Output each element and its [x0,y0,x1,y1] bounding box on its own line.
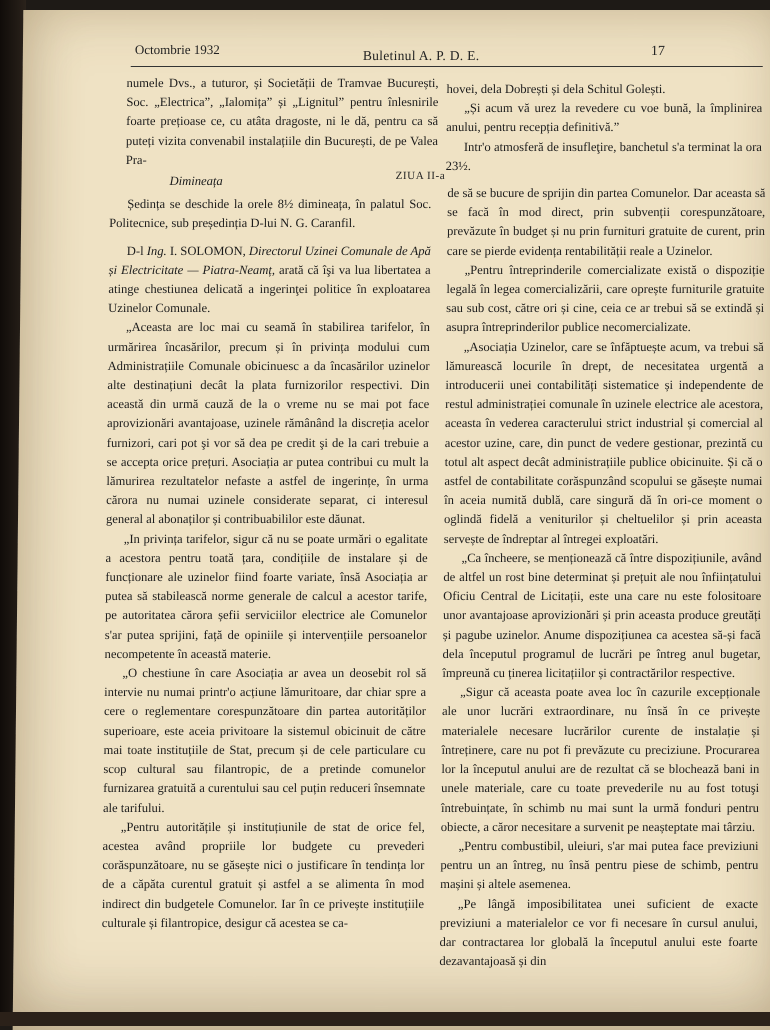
speaker-role: Directorul Uzinei Comunale de Apă și Electricitate — Piatra-Neamț, [108,243,431,277]
top-right-paragraph-1: hovei, dela Dobrești și dela Schitul Golești. [446,82,666,96]
top-right-paragraph-2: „Și acum vă urez la revedere cu voe bună, la împlinirea anului, pentru recepția definitivă.” [446,101,763,135]
right-paragraph-3: „Asociația Uzinelor, care se înfăptuește acum, va trebui să lămurească locurile în drept, de necesitatea urgentă a introducerii unei contabilități sistematice și independente de restul administrației comunale în uzinele electrice ale acestora, aceasta în vederea caracterului strict industrial și comercial al acestor uzine, care, din punct de vedere gestionar, prezintă cu totul alt aspect decât administrațiile publice obicinuite. Și că o astfel de contabilitate corăspunzând scopului se găsește numai în aceia numită dublă, care singură dă în ori-ce moment o oglindă fidelă a veniturilor și cheltuelilor și prin aceasta servește de îndreptar al întregei exploatări. [443,339,764,546]
left-paragraph-2: „In privința tarifelor, sigur că nu se poate urmări o egalitate a acestora pentru toată țara, condițiile de instalare și de funcționare ale uzinelor fiind foarte variate, însă Asociația ar putea să stabilească norme generale de calcul a acestor tarife, pe autoritatea cărora șefii serviciilor electrice ale Comunelor s'ar putea sprijini, față de opiniile și intervențiile persoanelor necompetente în această materie. [104,531,428,661]
speaker-title: Ing. [146,243,167,258]
right-paragraph-6: „Pentru combustibil, uleiuri, s'ar mai putea face previziuni pentru un an întreg, nu însă pentru piese de schimb, pentru mașini și altele asemenea. [440,838,759,892]
journal-page [13,10,770,1030]
opening-paragraph: Ședința se deschide la orele 8½ dimineața, în palatul Soc. Politecnice, sub președinția D-lui N. G. Caranfil. [109,197,432,231]
left-column [102,172,432,933]
speaker-prefix: D-l [126,243,147,258]
header-date: Octombrie 1932 [134,42,220,57]
right-paragraph-4: „Ca încheere, se menționează că între dispozițiunile, având de altfel un rost bine determinat și prețuit ale nou înființatului Oficiu Central de Licitații, este una care nu este folositoare unor avantajoase aprovizionări și prin aceasta produce greutăți și pagube uzinelor. Anume dispozițiunea ca acestea să-și facă dela începutul programul de lucrări pe întreg anul bugetar, împreună cu ținerea licitațiilor și contractărilor respective. [442,550,762,681]
section-title: Dimineața [169,174,223,188]
speaker-paragraph [108,242,431,319]
right-paragraph-7: „Pe lângă imposibilitatea unei suficient de exacte previziuni a materialelor ce vor fi necesare în cursul anului, dar contractarea lor globală la începutul anului este foarte dezavantajoasă și din [439,896,759,969]
left-paragraph-3: „O chestiune în care Asociația ar avea un deosebit rol să intervie nu numai printr'o acțiune lămuritoare, dar chiar spre a cere o reglementare corespunzătoare din partea autorităților superioare, este aceia privitoare la sistemul obicinuit de către mai toate instituțiile de Stat, precum și de cele particulare cu scop cultural sau filantropic, de a pretinde comunelor furnizarea gratuită a curentului sau cel puțin reduceri însemnate ale tarifului. [102,666,427,815]
top-left-block [126,74,439,170]
header-page-number: 17 [650,44,665,59]
right-paragraph-2: „Pentru întreprinderile comercializate există o dispoziție legală în legea comercializării, care oprește furniturile gratuite sau sub cost, către ori și cine, ceia ce ar trebui să se extindă și asupra întreprinderilor publice necomercializate. [445,262,765,335]
header-rule [131,66,763,67]
top-left-paragraph: numele Dvs., a tuturor, și Societății de Tramvae București, Soc. „Electrica”, „Ialomița” și „Lignitul” pentru înlesnirile foarte prețioase ce, cu atâta dragoste, ni le dă, pentru ca să puteți vizita convenabil instalațiile din București, de pe Valea Pra- [125,76,439,167]
page-header [123,36,763,62]
speaker-rest: arată că îşi va lua libertatea a atinge chestiunea delicată a ingerinţei politice în exploatarea Uzinelor Comunale. [108,262,431,316]
right-paragraph-5: „Sigur că aceasta poate avea loc în cazurile excepționale ale unor lucrări extraordinare, nu însă în ce privește materialele necesare lucrărilor curente de instalație și întreținere, care nu pot fi prevăzute cu preciziune. Procurarea lor la începutul anului are de rezultat că se blochează bani in unele materiale, care cu toate prevederile nu au fost totuşi întrebuințate, în schimb nu mai sunt la urmă fonduri pentru obiecte, a căror necesitare a survenit pe neașteptate mai târziu. [440,685,761,834]
day-heading: ZIUA II-a [395,170,446,182]
header-publication: Buletinul A. P. D. E. [362,48,480,63]
speaker-name: I. SOLOMON, [166,243,250,258]
top-right-paragraph-3: Intr'o atmosferă de insufleţire, banchetul s'a terminat la ora 23½. [445,139,762,173]
left-paragraph-1: „Aceasta are loc mai cu seamă în stabilirea tarifelor, în urmărirea încasărilor, precum și în privința modului cum Administrațiile Comunale obicinuesc a da încasărilor uzinelor alte destinațiuni decât la plata furnizorilor respectivi. Din aceastǎ din urmă cauză de la o vreme nu se mai pot face aprovizionări avantajoase, uzinele rămânând la discreția acelor furnizori, cari pot şi vor să dea pe credit şi de la cari trebuie a se accepta orice prețuri. Asociația ar putea contribui cu mult la lămurirea rezultatelor nefaste a astfel de ingerințe, în urma cărora nu numai uzinele considerate separat, ci interesul general al abonaților și contribuabililor este dăunat. [105,320,431,527]
right-column [439,184,765,971]
right-paragraph-1: de să se bucure de sprijin din partea Comunelor. Dar aceasta să se facă în mod direct, prin subvenții corespunzătoare, prevăzute în budget și nu prin furnituri gratuite de curent, prin care se pierde evidența rentabilității reale a Uzinelor. [446,186,766,258]
page-shadow-bottom [0,1012,770,1026]
top-right-block [446,80,763,176]
left-paragraph-4: „Pentru autoritățile și instituțiunile de stat de orice fel, acestea având propriile lor budgete cu prevederi corăspunzătoare, nu se găsește nici o justificare în tendința lor de a căpăta curentul gratuit și astfel a se alimenta în mod indirect din budgetele Comunelor. Iar în ce privește instituțiile culturale și filantropice, desigur că acestea se ca- [101,819,425,930]
